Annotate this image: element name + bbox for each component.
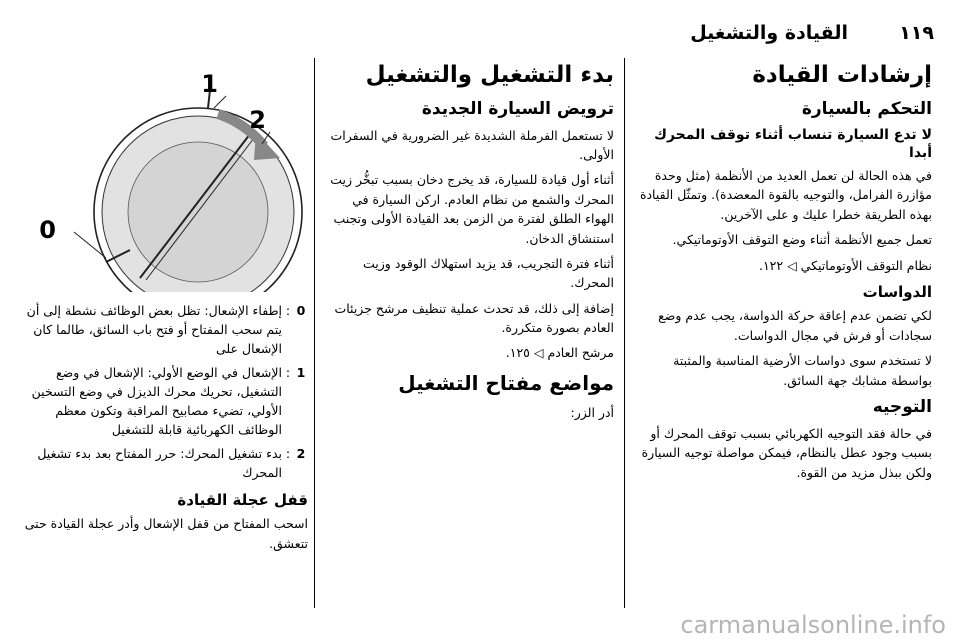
paragraph: اسحب المفتاح من قفل الإشعال وأدر عجلة القيادة حتى تتعشق. <box>24 516 308 551</box>
paragraph: تعمل جميع الأنظمة أثناء وضع التوقف الأوتوماتيكي. <box>672 232 932 248</box>
section-heading-starting: بدء التشغيل والتشغيل <box>365 62 614 88</box>
paragraph: في هذه الحالة لن تعمل العديد من الأنظمة (مثل وحدة مؤازرة الفرامل، والتوجيه بالقوة المعضدة). وتمثّل القيادة بهذه الطريقة خطرا عليك و على الآخرين. <box>639 168 932 222</box>
subheading-ignition-positions: مواضع مفتاح التشغيل <box>398 370 614 395</box>
definition-text: بدء تشغيل المحرك: حرر المفتاح بعد بدء تشغيل المحرك <box>37 446 282 480</box>
paragraph: إضافة إلى ذلك، قد تحدث عملية تنظيف مرشح جزيئات العادم بصورة متكررة. <box>334 300 614 336</box>
header-title: القيادة والتشغيل <box>690 22 848 44</box>
cross-reference: نظام التوقف الأوتوماتيكي ◁ ١٢٢. <box>758 257 932 273</box>
column-driving-hints <box>636 56 932 488</box>
subheading-vehicle-control: التحكم بالسيارة <box>801 98 932 119</box>
warning-heading: لا تدع السيارة تنساب أثناء توقف المحرك أبدا <box>654 126 932 161</box>
ignition-switch-illustration <box>18 62 308 302</box>
definition-key: 1 <box>296 365 306 381</box>
definition-text: الإشعال في الوضع الأولي: الإشعال في وضع التشغيل، تحريك محرك الديزل في وضع التسخين الأولي، تضيء مصابيح المراقبة وتكون معظم الوظائف الكهربائية قابلة للتشغيل <box>31 365 282 437</box>
column-starting-operating <box>326 56 614 428</box>
column-divider-left <box>314 58 315 608</box>
paragraph: أدر الزر: <box>570 404 614 420</box>
section-heading-driving-hints: إرشادات القيادة <box>752 62 932 88</box>
paragraph: أثناء أول قيادة للسيارة، قد يخرج دخان بسبب تبخُّر زيت المحرك والشمع من نظام العادم. اركن السيارة في الهواء الطلق لفترة من الزمن بعد القيادة الأولى وتجنب استنشاق الدخان. <box>330 172 614 246</box>
definition-text: إطفاء الإشعال: تظل بعض الوظائف نشطة إلى أن يتم سحب المفتاح أو فتح باب السائق، طالما كان الإشعال على <box>26 303 282 356</box>
label-position-2: 2 <box>249 106 266 134</box>
definition-key: 2 <box>296 446 306 462</box>
subheading-running-in: ترويض السيارة الجديدة <box>421 98 614 119</box>
definition-position-0 <box>18 302 308 358</box>
label-position-0: 0 <box>39 216 56 244</box>
paragraph: لكي تضمن عدم إعاقة حركة الدواسة، يجب عدم وضع سجادات أو فرش في مجال الدواسات. <box>658 308 932 343</box>
paragraph: أثناء فترة التجريب، قد يزيد استهلاك الوقود وزيت المحرك. <box>363 255 614 291</box>
definition-position-2 <box>18 445 308 483</box>
paragraph: لا تستخدم سوى دواسات الأرضية المناسبة والمثبتة بواسطة مشابك جهة السائق. <box>673 353 932 388</box>
watermark-text: carmanualsonline.info <box>680 611 946 639</box>
column-ignition-details <box>18 62 308 559</box>
paragraph: في حالة فقد التوجيه الكهربائي بسبب توقف المحرك أو بسبب وجود عطل بالنظام، فيمكن مواصلة توجيه السيارة ولكن ببذل مزيد من القوة. <box>641 426 932 480</box>
definition-colon: : <box>285 303 291 318</box>
subheading-steering-lock: قفل عجلة القيادة <box>177 490 308 509</box>
label-position-1: 1 <box>201 70 218 98</box>
definition-key: 0 <box>296 303 306 318</box>
definition-colon: : <box>285 446 291 462</box>
page-number: ١١٩ <box>899 22 934 44</box>
subheading-pedals: الدواسات <box>862 282 932 301</box>
paragraph: لا تستعمل الفرملة الشديدة غير الضرورية في السفرات الأولى. <box>330 127 614 163</box>
subheading-steering: التوجيه <box>872 396 932 417</box>
page-header <box>0 0 960 50</box>
column-divider-right <box>624 58 625 608</box>
cross-reference: مرشح العادم ◁ ١٢٥. <box>505 345 614 361</box>
ignition-switch-diagram <box>18 62 308 292</box>
definition-colon: : <box>285 365 291 381</box>
definition-position-1 <box>18 364 308 439</box>
